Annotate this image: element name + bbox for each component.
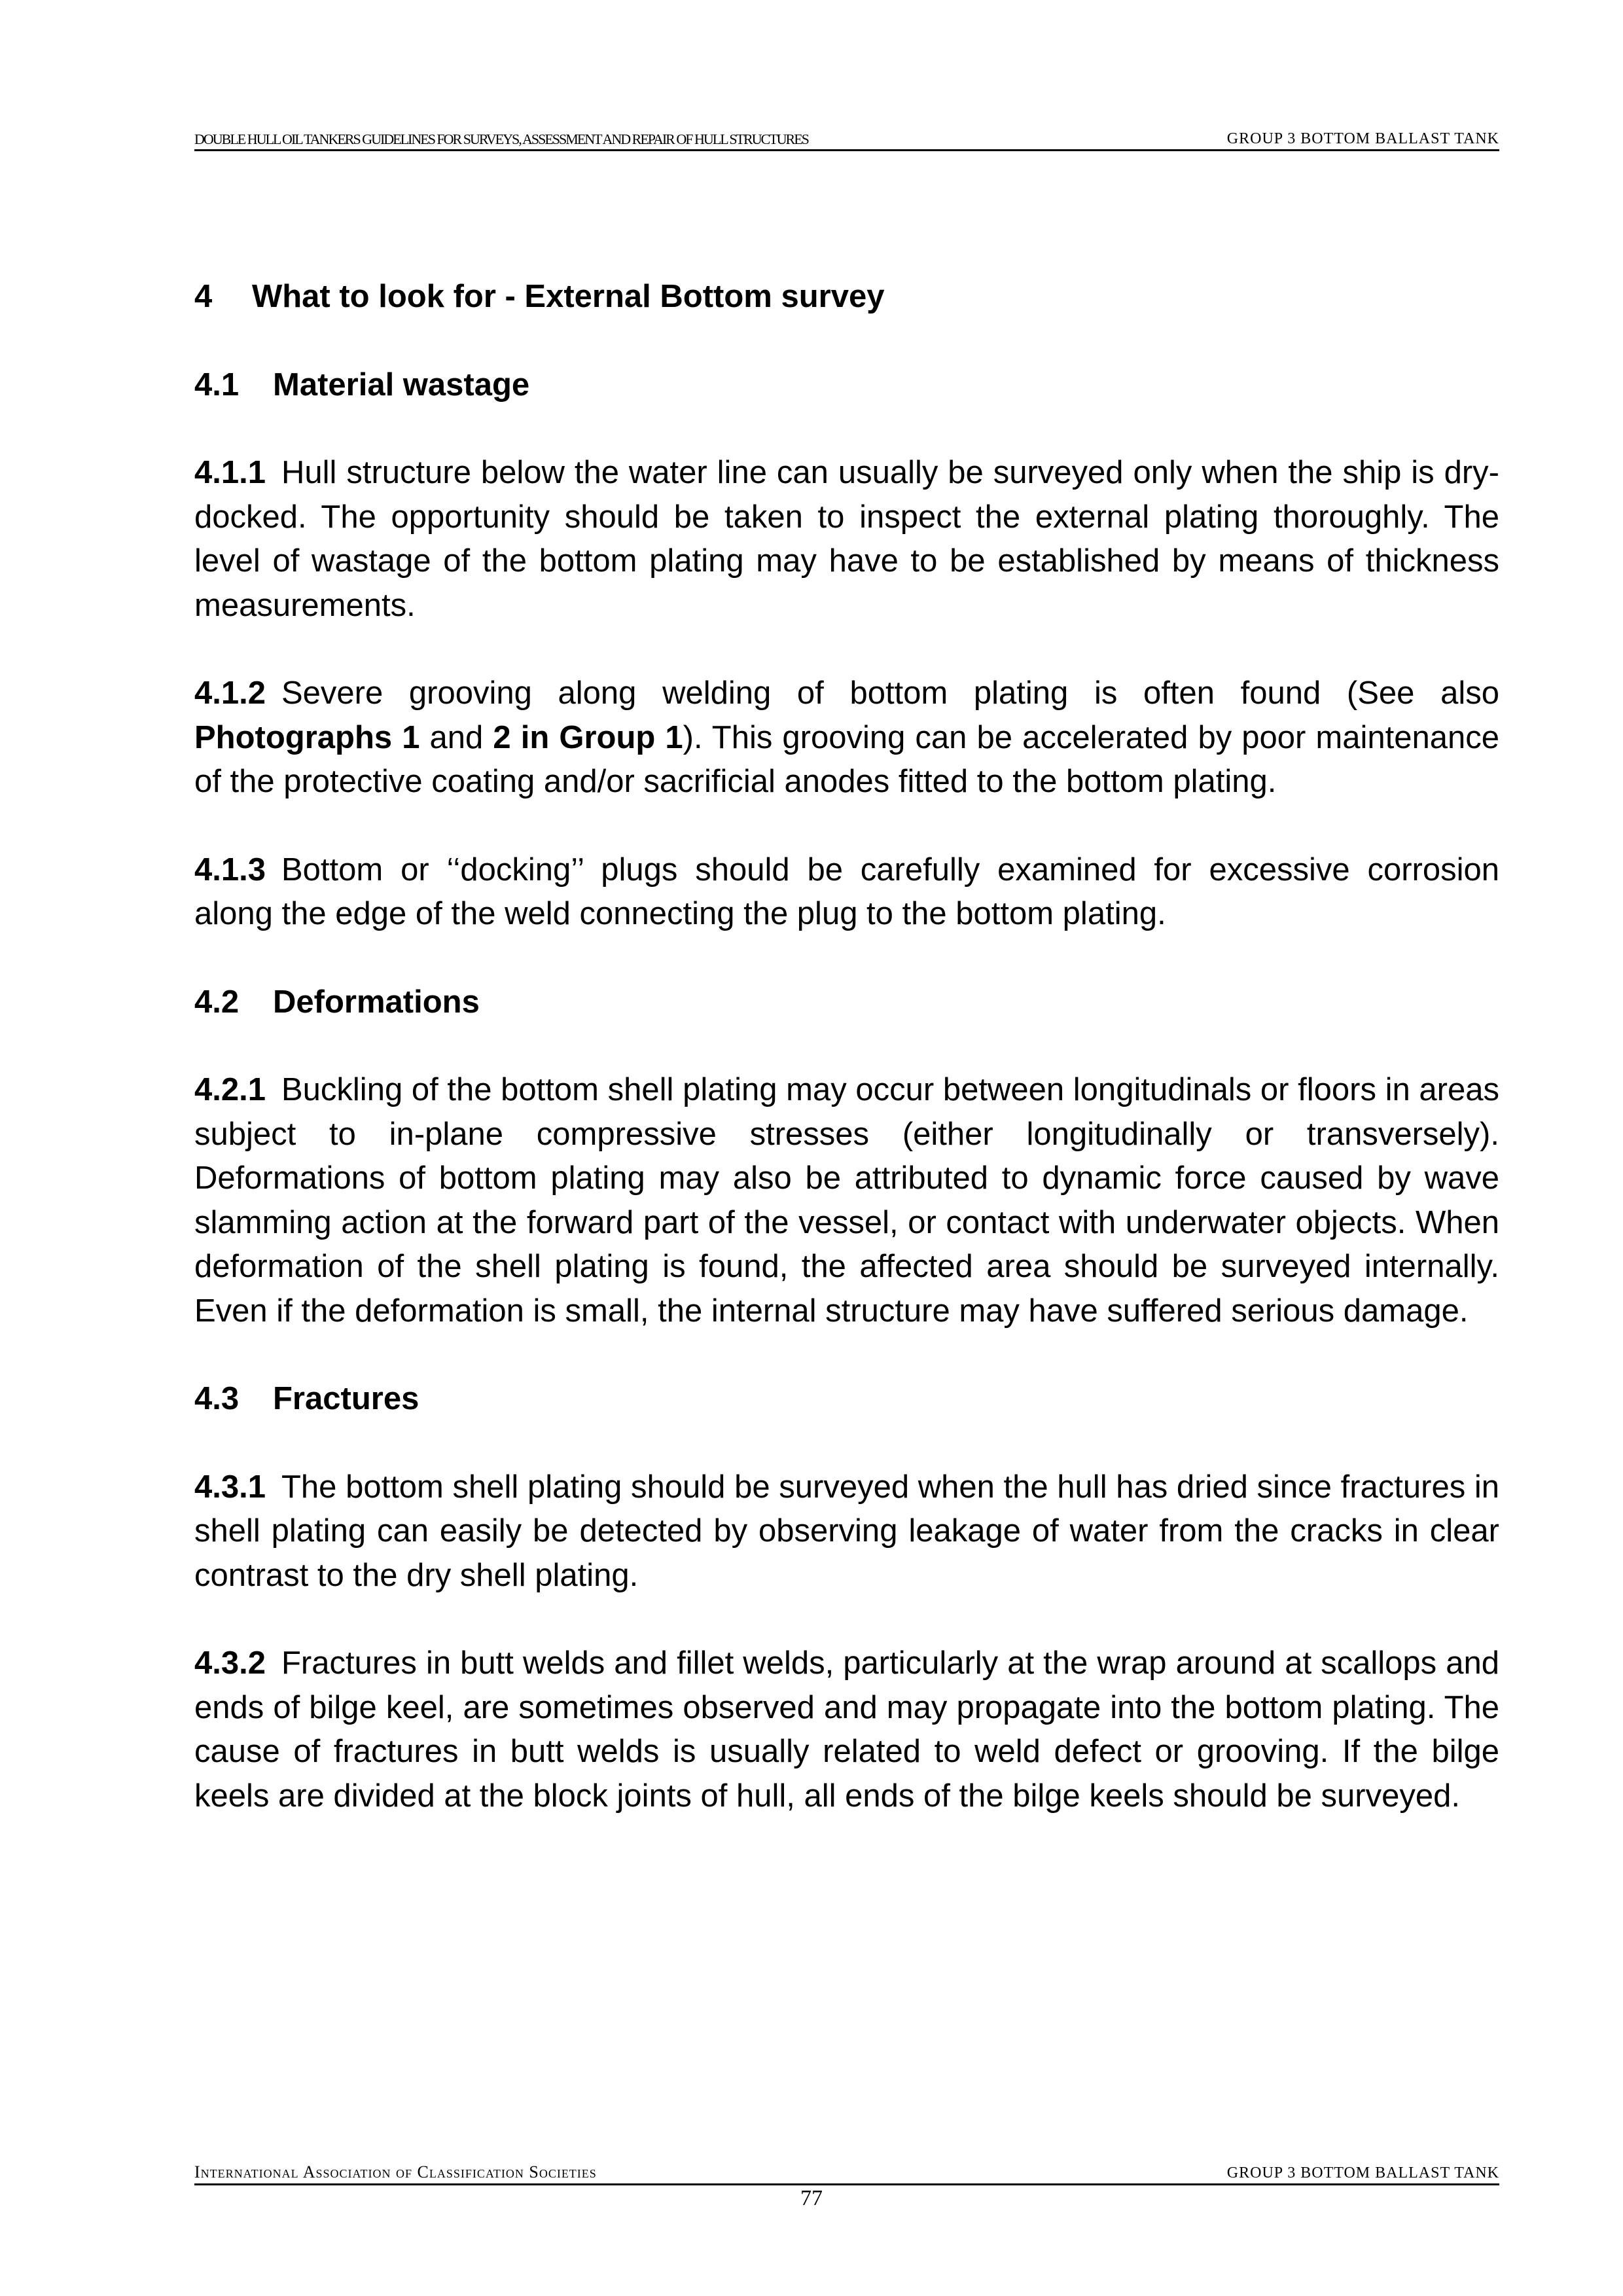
paragraph-text: and xyxy=(419,719,493,755)
subsection-title: Fractures xyxy=(273,1381,419,1416)
footer-organization: International Association of Classification Societies xyxy=(194,2162,597,2181)
section-heading xyxy=(194,275,1499,319)
subsection-number: 4.1 xyxy=(194,367,240,403)
paragraph-text: Fractures in butt welds and fillet welds, particularly at the wrap around at scallops and ends of bilge keel, are sometimes observed and may propagate into the bottom plating. The cause of fractures in butt welds is usually related to weld defect or grooving. If the bilge keels are divided at the block joints of hull, all ends of the bilge keels should be surveyed. xyxy=(194,1645,1499,1814)
paragraph-text: Hull structure below the water line can usually be surveyed only when the ship is dry-docked. The opportunity should be taken to inspect the external plating thoroughly. The level of wastage of the bottom plating may have to be established by means of thickness measurements. xyxy=(194,455,1499,623)
photo-reference: Photographs 1 xyxy=(194,719,420,755)
paragraph-number: 4.2.1 xyxy=(194,1072,266,1107)
paragraph-text: ). This grooving can be accelerated by poor maintenance of the protective coating and/or sacrificial anodes fitted to the bottom plating. xyxy=(194,719,1500,799)
paragraph-text: Buckling of the bottom shell plating may occur between longitudinals or floors in areas subject to in-plane compressive stresses (either longitudinally or transversely). Deformations of bottom plating may also be attributed to dynamic force caused by wave slamming action at the forward part of the vessel, or contact with underwater objects. When deformation of the shell plating is found, the affected area should be surveyed internally. Even if the deformation is small, the internal structure may have suffered serious damage. xyxy=(194,1072,1499,1329)
paragraph-number: 4.3.2 xyxy=(194,1645,266,1681)
paragraph-4-1-2 xyxy=(194,672,1499,804)
subsection-number: 4.3 xyxy=(194,1381,240,1416)
subsection-title: Deformations xyxy=(273,984,480,1020)
page-content xyxy=(194,275,1499,1862)
paragraph-4-2-1 xyxy=(194,1068,1499,1333)
paragraph-text: The bottom shell plating should be surveyed when the hull has dried since fractures in shell plating can easily be detected by observing leakage of water from the cracks in clear contrast to the dry shell plating. xyxy=(194,1469,1499,1593)
paragraph-number: 4.1.2 xyxy=(194,675,266,711)
subsection-heading-4-3 xyxy=(194,1377,1499,1422)
subsection-number: 4.2 xyxy=(194,984,240,1020)
section-title: What to look for - External Bottom survey xyxy=(252,279,885,314)
running-footer xyxy=(194,2161,1499,2185)
paragraph-4-1-1 xyxy=(194,451,1499,628)
paragraph-number: 4.1.3 xyxy=(194,852,266,888)
paragraph-4-3-1 xyxy=(194,1465,1499,1598)
subsection-heading-4-1 xyxy=(194,363,1499,408)
paragraph-number: 4.1.1 xyxy=(194,455,266,490)
subsection-heading-4-2 xyxy=(194,980,1499,1025)
page-number: 77 xyxy=(800,2186,823,2210)
header-document-title: DOUBLE HULL OIL TANKERS GUIDELINES FOR SURVEYS, ASSESSMENT AND REPAIR OF HULL STRUCTURES xyxy=(194,131,808,147)
running-header xyxy=(194,127,1499,151)
subsection-title: Material wastage xyxy=(273,367,530,403)
paragraph-4-1-3 xyxy=(194,848,1499,937)
paragraph-4-3-2 xyxy=(194,1641,1499,1818)
paragraph-text: Bottom or ‘‘docking’’ plugs should be carefully examined for excessive corrosion along the edge of the weld connecting the plug to the bottom plating. xyxy=(194,852,1499,931)
paragraph-number: 4.3.1 xyxy=(194,1469,266,1505)
section-number: 4 xyxy=(194,279,213,314)
paragraph-text: Severe grooving along welding of bottom plating is often found (See also xyxy=(281,675,1499,711)
footer-group-title: GROUP 3 BOTTOM BALLAST TANK xyxy=(1226,2164,1499,2181)
group-reference: 2 in Group 1 xyxy=(493,719,683,755)
header-group-title: GROUP 3 BOTTOM BALLAST TANK xyxy=(1226,130,1499,147)
